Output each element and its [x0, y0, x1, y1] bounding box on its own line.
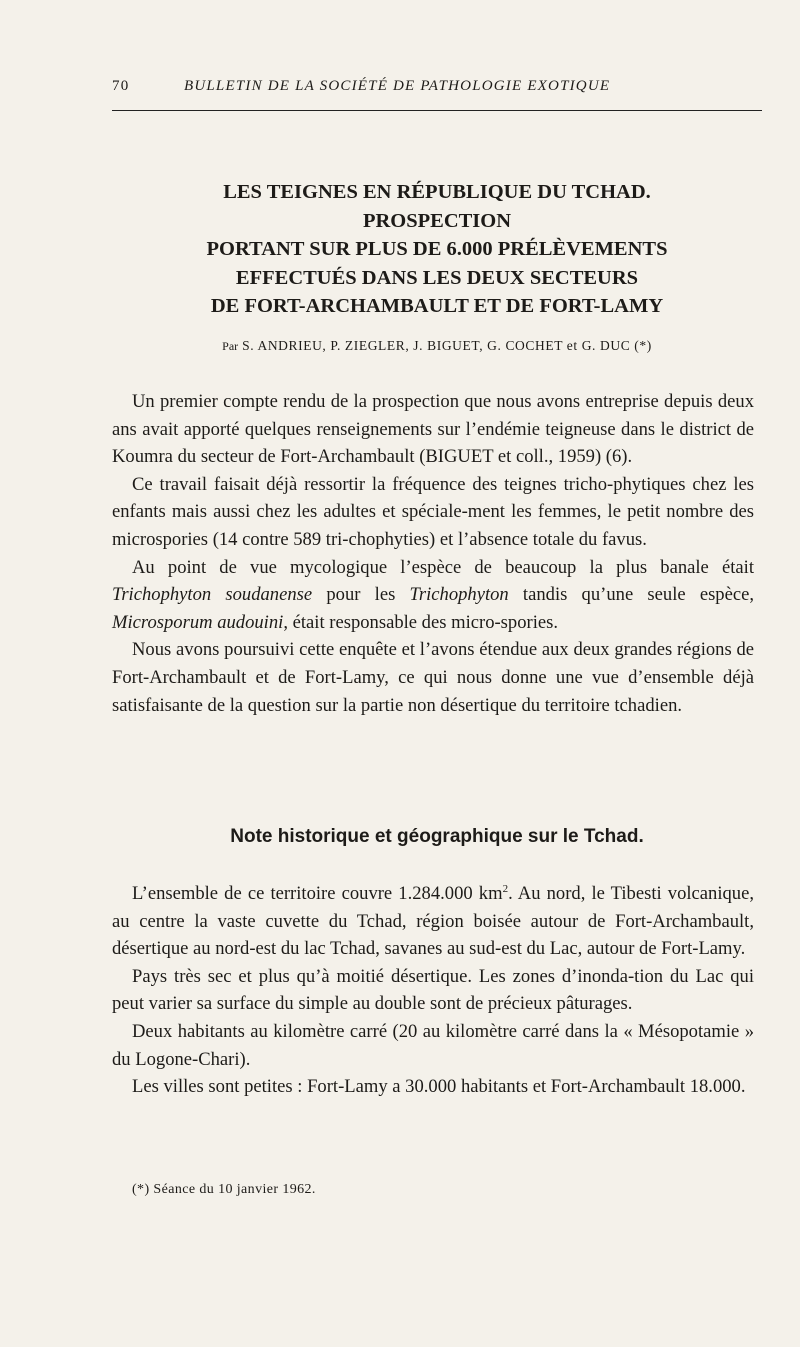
paragraph: Les villes sont petites : Fort-Lamy a 30.000 habitants et Fort-Archambault 18.000.	[132, 1076, 746, 1098]
text-run: pour les	[312, 584, 410, 606]
journal-title: BULLETIN DE LA SOCIÉTÉ DE PATHOLOGIE EXOTIQUE	[184, 78, 611, 94]
footnote: (*) Séance du 10 janvier 1962.	[132, 1182, 316, 1197]
text-run: . Au nord, le Tibesti volcanique, au centre la vaste cuvette du Tchad, région boisée autour de Fort-Archambault, désertique au nord-est du lac Tchad, savanes au sud-est du Lac, autour de Fort-Lamy.	[112, 883, 754, 960]
title-line: EFFECTUÉS DANS LES DEUX SECTEURS	[235, 266, 639, 289]
title-line: PORTANT SUR PLUS DE 6.000 PRÉLÈVEMENTS	[206, 238, 668, 260]
author-names: S. ANDRIEU, P. ZIEGLER, J. BIGUET, G. COCHET et G. DUC (*)	[242, 338, 652, 353]
author-prefix: Par	[222, 339, 239, 353]
paragraph: Pays très sec et plus qu’à moitié désertique. Les zones d’inonda-tion du Lac qui peut varier sa surface du simple au double sont de précieux pâturages.	[112, 965, 754, 1015]
paragraph	[112, 554, 754, 637]
section-heading: Note historique et géographique sur le Tchad.	[230, 826, 644, 847]
text-run: L’ensemble de ce territoire couvre 1.284.000 km	[132, 883, 503, 904]
intro-text	[112, 388, 754, 719]
text-run: Au point de vue mycologique l’espèce de beaucoup la plus banale était	[132, 556, 754, 578]
species-name: Trichophyton soudanense	[112, 584, 313, 606]
title-line: LES TEIGNES EN RÉPUBLIQUE DU TCHAD.	[223, 181, 651, 203]
header-rule	[112, 110, 762, 111]
running-head	[112, 78, 762, 95]
species-name: Microsporum audouini	[112, 611, 284, 633]
paragraph: Nous avons poursuivi cette enquête et l’avons étendue aux deux grandes régions de Fort-Archambault et de Fort-Lamy, ce qui nous donne une vue d’ensemble déjà satisfaisante de la question sur la partie non désertique du territoire tchadien.	[112, 639, 754, 716]
author-line	[112, 338, 762, 354]
paragraph: Deux habitants au kilomètre carré (20 au kilomètre carré dans la « Mésopotamie » du Logone-Chari).	[112, 1020, 754, 1070]
superscript: 2	[502, 882, 509, 895]
paragraph	[112, 880, 754, 963]
paragraph: Ce travail faisait déjà ressortir la fréquence des teignes tricho-phytiques chez les enfants mais aussi chez les adultes et spéciale-ment les femmes, le petit nombre des microspories (14 contre 589 tri-chophyties) et l’absence totale du favus.	[112, 473, 754, 550]
section-text	[112, 880, 754, 1101]
paragraph: Un premier compte rendu de la prospection que nous avons entreprise depuis deux ans avait apporté quelques renseignements sur l’endémie teigneuse dans le district de Koumra du secteur de Fort-Archambault (BIGUET et coll., 1959) (6).	[112, 391, 754, 468]
title-line: DE FORT-ARCHAMBAULT ET DE FORT-LAMY	[210, 295, 664, 317]
genus-name: Trichophyton	[409, 584, 509, 606]
page-number: 70	[112, 78, 130, 94]
text-run: tandis qu’une seule espèce,	[508, 584, 755, 606]
text-run: , était responsable des micro-spories.	[283, 611, 559, 633]
title-line: PROSPECTION	[362, 209, 512, 232]
article-title	[112, 178, 762, 321]
